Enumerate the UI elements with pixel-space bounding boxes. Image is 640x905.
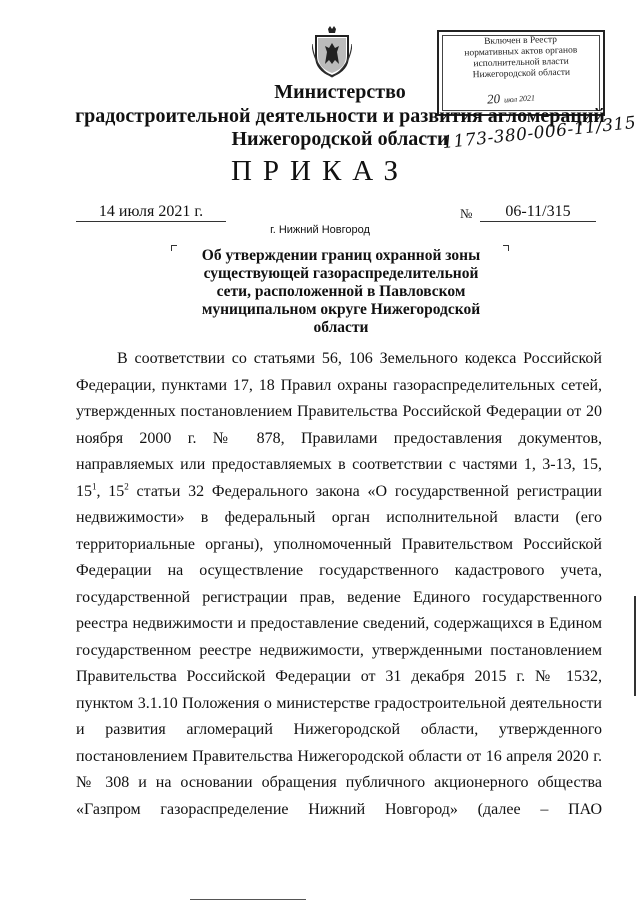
ministry-name-line: Министерство	[274, 81, 406, 103]
corner-mark	[503, 245, 509, 251]
order-subject: Об утверждении границ охранной зоны существующей газораспределительной сети, расположенной в Павловском муниципальном округе Нижегородской области	[201, 247, 481, 336]
registration-number-handwritten: 1173-380-006-11/315	[441, 112, 638, 154]
footer-line	[190, 899, 306, 900]
corner-mark	[171, 245, 177, 251]
order-number-label: №	[460, 206, 473, 221]
ministry-name-line: градостроительной деятельности и развития агломераций	[75, 105, 605, 127]
stamp-line: нормативных актов органов	[464, 45, 578, 59]
stamp-line: исполнительной власти	[473, 56, 569, 70]
order-date: 14 июля 2021 г.	[76, 203, 226, 222]
order-number: 06-11/315	[480, 203, 596, 222]
coat-of-arms-icon	[312, 26, 352, 78]
stamp-line: Включен в Реестр	[484, 35, 558, 47]
ministry-region: Нижегородской области	[231, 128, 449, 150]
order-city: г. Нижний Новгород	[270, 224, 370, 236]
stamp-date-day: 20	[486, 90, 501, 107]
stamp-date-suffix: июл 2021	[503, 93, 536, 105]
body-paragraph: В соответствии со статьями 56, 106 Земельного кодекса Российской Федерации, пунктами 17, 18 Правил охраны газораспределительных сетей, утвержденных постановлением Правительства Российской Федерации от 20 ноября 2000 г. № 878, Правилами предоставления документов, направляемых или предоставляемых в соответствии с частями 1, 3-13, 15, $15^1$, $15^2$ статьи 32 Федерального закона «О государственной регистрации недвижимости» в федеральный орган исполнительной власти (его территориальные органы), уполномоченный Правительством Российской Федерации на осуществление государственного кадастрового учета, государственной регистрации прав, ведение Единого государственного реестра недвижимости и предоставление сведений, содержащихся в Едином государственном реестре недвижимости, утвержденными постановлением Правительства Российской Федерации от 31 декабря 2015 г. № 1532, пунктом 3.1.10 Положения о министерстве градостроительной деятельности и развития агломераций Нижегородской области, утвержденного постановлением Правительства Нижегородской области от 16 апреля 2020 г. № 308 и на основании обращения публичного акционерного общества «Газпром газораспределение Нижний Новгород» (далее – ПАО	[76, 350, 602, 818]
order-body	[76, 346, 602, 823]
order-title: ПРИКАЗ	[230, 155, 410, 187]
stamp-line: Нижегородской области	[472, 67, 571, 81]
scan-edge-mark	[634, 596, 636, 696]
